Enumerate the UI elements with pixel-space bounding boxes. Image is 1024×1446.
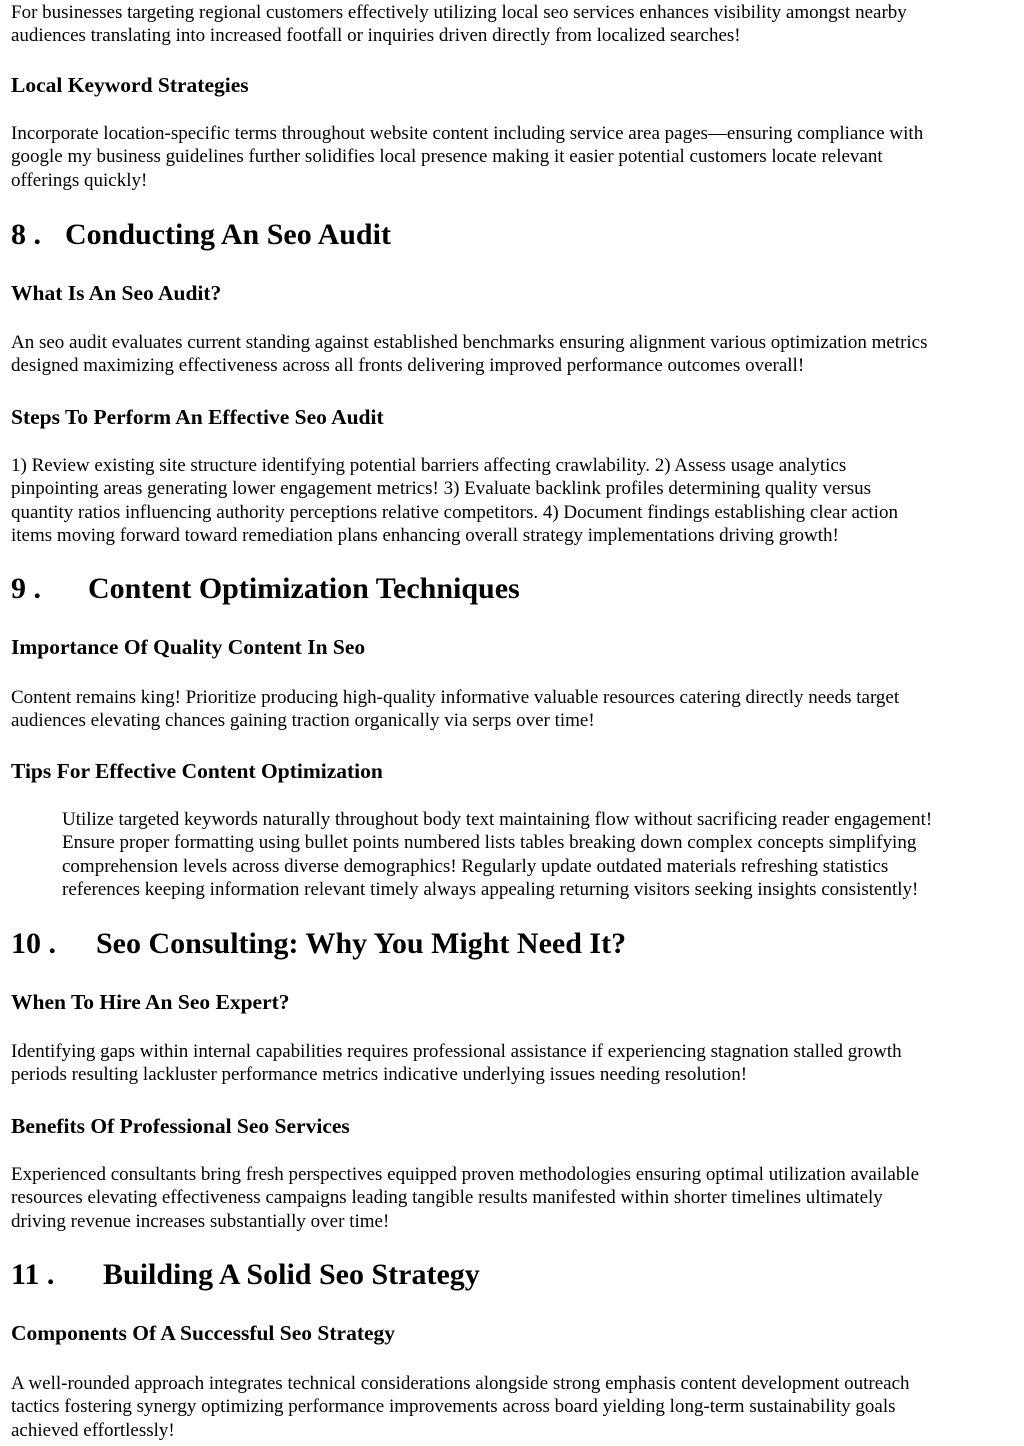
section-heading xyxy=(11,1257,480,1293)
text-line: references keeping information relevant timely always appealing returning visitors seeking insights consistently! xyxy=(62,878,919,900)
text-line: Incorporate location-specific terms throughout website content including service area pages—ensuring compliance with xyxy=(11,123,924,144)
text-line: resources elevating effectiveness campaigns leading tangible results manifested within shorter timelines ultimately xyxy=(11,1187,883,1209)
text-line: For businesses targeting regional customers effectively utilizing local seo services enhances visibility amongst nearby xyxy=(11,2,907,23)
subheading: Steps To Perform An Effective Seo Audit xyxy=(11,405,384,429)
body-paragraph xyxy=(11,454,898,547)
subheading: Components Of A Successful Seo Strategy xyxy=(11,1321,396,1345)
text-line: Content remains king! Prioritize producing high-quality informative valuable resources catering directly needs target xyxy=(11,687,900,708)
text-line: Utilize targeted keywords naturally throughout body text maintaining flow without sacrificing reader engagement! xyxy=(62,809,933,830)
text-line: comprehension levels across diverse demographics! Regularly update outdated materials refreshing statistics xyxy=(62,855,889,877)
text-line: A well-rounded approach integrates technical considerations alongside strong emphasis content development outreach xyxy=(11,1373,910,1394)
section-heading xyxy=(11,926,626,962)
body-paragraph xyxy=(11,1040,902,1087)
text-line: audiences translating into increased footfall or inquiries driven directly from localized searches! xyxy=(11,25,741,47)
text-line: offerings quickly! xyxy=(11,169,148,191)
body-paragraph xyxy=(11,1,907,48)
section-heading xyxy=(11,217,391,253)
subheading: Importance Of Quality Content In Seo xyxy=(11,635,366,659)
text-line: audiences elevating chances gaining traction organically via serps over time! xyxy=(11,710,595,732)
subheading: Tips For Effective Content Optimization xyxy=(11,759,383,783)
section-number: 8 . xyxy=(11,218,41,251)
text-line: driving revenue increases substantially over time! xyxy=(11,1210,390,1232)
text-line: 1) Review existing site structure identifying potential barriers affecting crawlability. 2) Assess usage analytics xyxy=(11,455,847,476)
subheading: Benefits Of Professional Seo Services xyxy=(11,1114,350,1138)
section-title: Seo Consulting: Why You Might Need It? xyxy=(96,927,627,960)
text-line: items moving forward toward remediation plans enhancing overall strategy implementations driving growth! xyxy=(11,524,839,546)
text-line: Identifying gaps within internal capabilities requires professional assistance if experiencing stagnation stalled growth xyxy=(11,1041,902,1062)
text-line: periods resulting lackluster performance metrics indicative underlying issues needing resolution! xyxy=(11,1064,748,1086)
section-number: 10 . xyxy=(11,927,56,960)
section-title: Content Optimization Techniques xyxy=(88,572,520,605)
text-line: An seo audit evaluates current standing against established benchmarks ensuring alignment various optimization metrics xyxy=(11,332,928,353)
body-paragraph xyxy=(11,1372,910,1442)
text-line: achieved effortlessly! xyxy=(11,1419,175,1441)
body-paragraph xyxy=(11,331,928,378)
text-line: pinpointing areas generating lower engagement metrics! 3) Evaluate backlink profiles determining quality versus xyxy=(11,478,872,500)
section-number: 11 . xyxy=(11,1258,55,1291)
subheading: What Is An Seo Audit? xyxy=(11,281,222,305)
body-paragraph xyxy=(11,1163,919,1233)
section-title: Conducting An Seo Audit xyxy=(65,218,391,251)
text-line: tactics fostering synergy optimizing performance improvements across board yielding long-term sustainability goals xyxy=(11,1396,896,1418)
section-title: Building A Solid Seo Strategy xyxy=(103,1258,480,1291)
text-line: designed maximizing effectiveness across all fronts delivering improved performance outcomes overall! xyxy=(11,355,805,377)
text-line: google my business guidelines further solidifies local presence making it easier potential customers locate relevant xyxy=(11,146,883,168)
text-line: Ensure proper formatting using bullet points numbered lists tables breaking down complex concepts simplifying xyxy=(62,832,917,854)
subheading: When To Hire An Seo Expert? xyxy=(11,990,290,1014)
text-line: Experienced consultants bring fresh perspectives equipped proven methodologies ensuring optimal utilization available xyxy=(11,1164,920,1185)
text-line: quantity ratios influencing authority perceptions relative competitors. 4) Document findings establishing clear action xyxy=(11,501,898,523)
subheading: Local Keyword Strategies xyxy=(11,73,249,97)
section-number: 9 . xyxy=(11,572,41,605)
body-paragraph xyxy=(11,686,899,733)
indented-paragraph xyxy=(62,808,932,901)
section-heading xyxy=(11,571,520,607)
body-paragraph xyxy=(11,122,923,192)
